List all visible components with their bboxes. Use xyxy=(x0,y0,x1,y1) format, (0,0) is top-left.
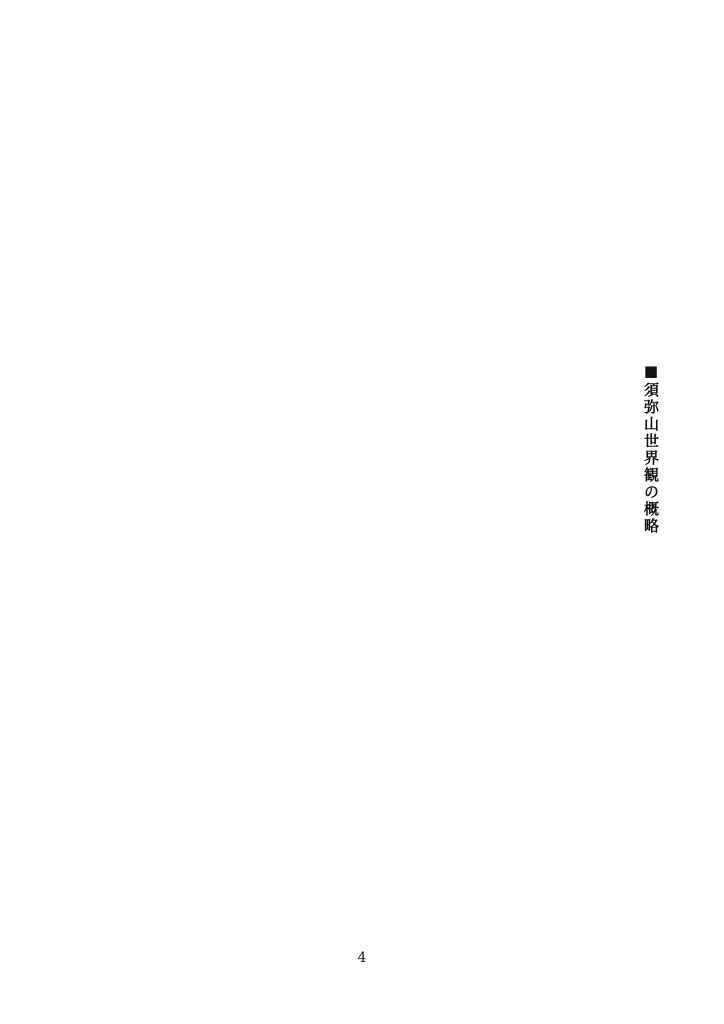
tier-top-body xyxy=(66,64,666,316)
tier-middle-body xyxy=(66,362,666,614)
text-tier-bottom xyxy=(66,652,666,904)
text-tier-top xyxy=(66,64,666,316)
page-number: 4 xyxy=(357,950,367,966)
text-tier-middle xyxy=(66,362,666,614)
section-heading: ■須弥山世界観の概略 xyxy=(642,362,660,535)
tier-bottom-body xyxy=(66,652,666,904)
